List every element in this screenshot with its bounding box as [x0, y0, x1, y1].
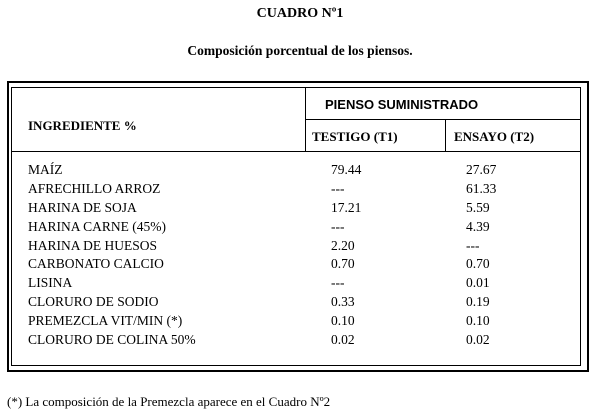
- t2-value-cell: 61.33: [466, 180, 497, 196]
- table-row: [0, 238, 600, 257]
- t2-value-cell: 0.19: [466, 294, 490, 310]
- table-row: [0, 219, 600, 238]
- table-footnote: (*) La composición de la Premezcla aparece en el Cuadro Nº2: [7, 394, 331, 409]
- ingredient-cell: HARINA DE SOJA: [28, 199, 137, 215]
- table-body: [0, 162, 600, 351]
- t2-value-cell: 0.02: [466, 332, 490, 348]
- t2-value-cell: 4.39: [466, 218, 490, 234]
- ingredient-cell: PREMEZCLA VIT/MIN (*): [28, 313, 183, 329]
- t1-column-header: TESTIGO (T1): [312, 129, 398, 144]
- t2-value-cell: 5.59: [466, 199, 490, 215]
- t1-value-cell: 0.02: [331, 332, 355, 348]
- t1-value-cell: ---: [331, 218, 345, 234]
- table-caption-number: CUADRO Nº1: [256, 6, 344, 21]
- t2-value-cell: 27.67: [466, 162, 497, 177]
- table-row: [0, 275, 600, 294]
- ingredient-cell: HARINA CARNE (45%): [28, 218, 166, 234]
- t2-value-cell: 0.70: [466, 256, 490, 272]
- ingredient-cell: CLORURO DE COLINA 50%: [28, 332, 196, 348]
- ingredient-cell: LISINA: [28, 275, 73, 291]
- t2-value-cell: ---: [466, 237, 480, 253]
- ingredient-column-divider: [305, 87, 306, 152]
- t2-value-cell: 0.10: [466, 313, 490, 329]
- header-body-divider: [11, 151, 581, 152]
- t1-value-cell: ---: [331, 275, 345, 291]
- table-row: [0, 332, 600, 351]
- t1-value-cell: 0.10: [331, 313, 355, 329]
- table-row: [0, 256, 600, 275]
- ingredient-column-header: INGREDIENTE %: [28, 118, 137, 133]
- header-group-divider: [305, 119, 581, 120]
- t1-value-cell: 2.20: [331, 237, 355, 253]
- table-row: [0, 200, 600, 219]
- ingredient-cell: CLORURO DE SODIO: [28, 294, 159, 310]
- t1-value-cell: 0.33: [331, 294, 355, 310]
- table-row: [0, 181, 600, 200]
- t1-value-cell: 79.44: [331, 162, 362, 177]
- table-row: [0, 162, 600, 181]
- ingredient-cell: CARBONATO CALCIO: [28, 256, 164, 272]
- t2-value-cell: 0.01: [466, 275, 490, 291]
- ingredient-cell: HARINA DE HUESOS: [28, 237, 158, 253]
- t1-value-cell: 17.21: [331, 199, 362, 215]
- table-caption-description: Composición porcentual de los piensos.: [187, 43, 413, 58]
- t2-column-header: ENSAYO (T2): [454, 129, 535, 144]
- t1-value-cell: 0.70: [331, 256, 355, 272]
- table-row: [0, 294, 600, 313]
- pienso-group-header: PIENSO SUMINISTRADO: [325, 97, 479, 112]
- table-row: [0, 313, 600, 332]
- ingredient-cell: MAÍZ: [28, 162, 63, 177]
- t1-value-cell: ---: [331, 180, 345, 196]
- ingredient-cell: AFRECHILLO ARROZ: [28, 180, 161, 196]
